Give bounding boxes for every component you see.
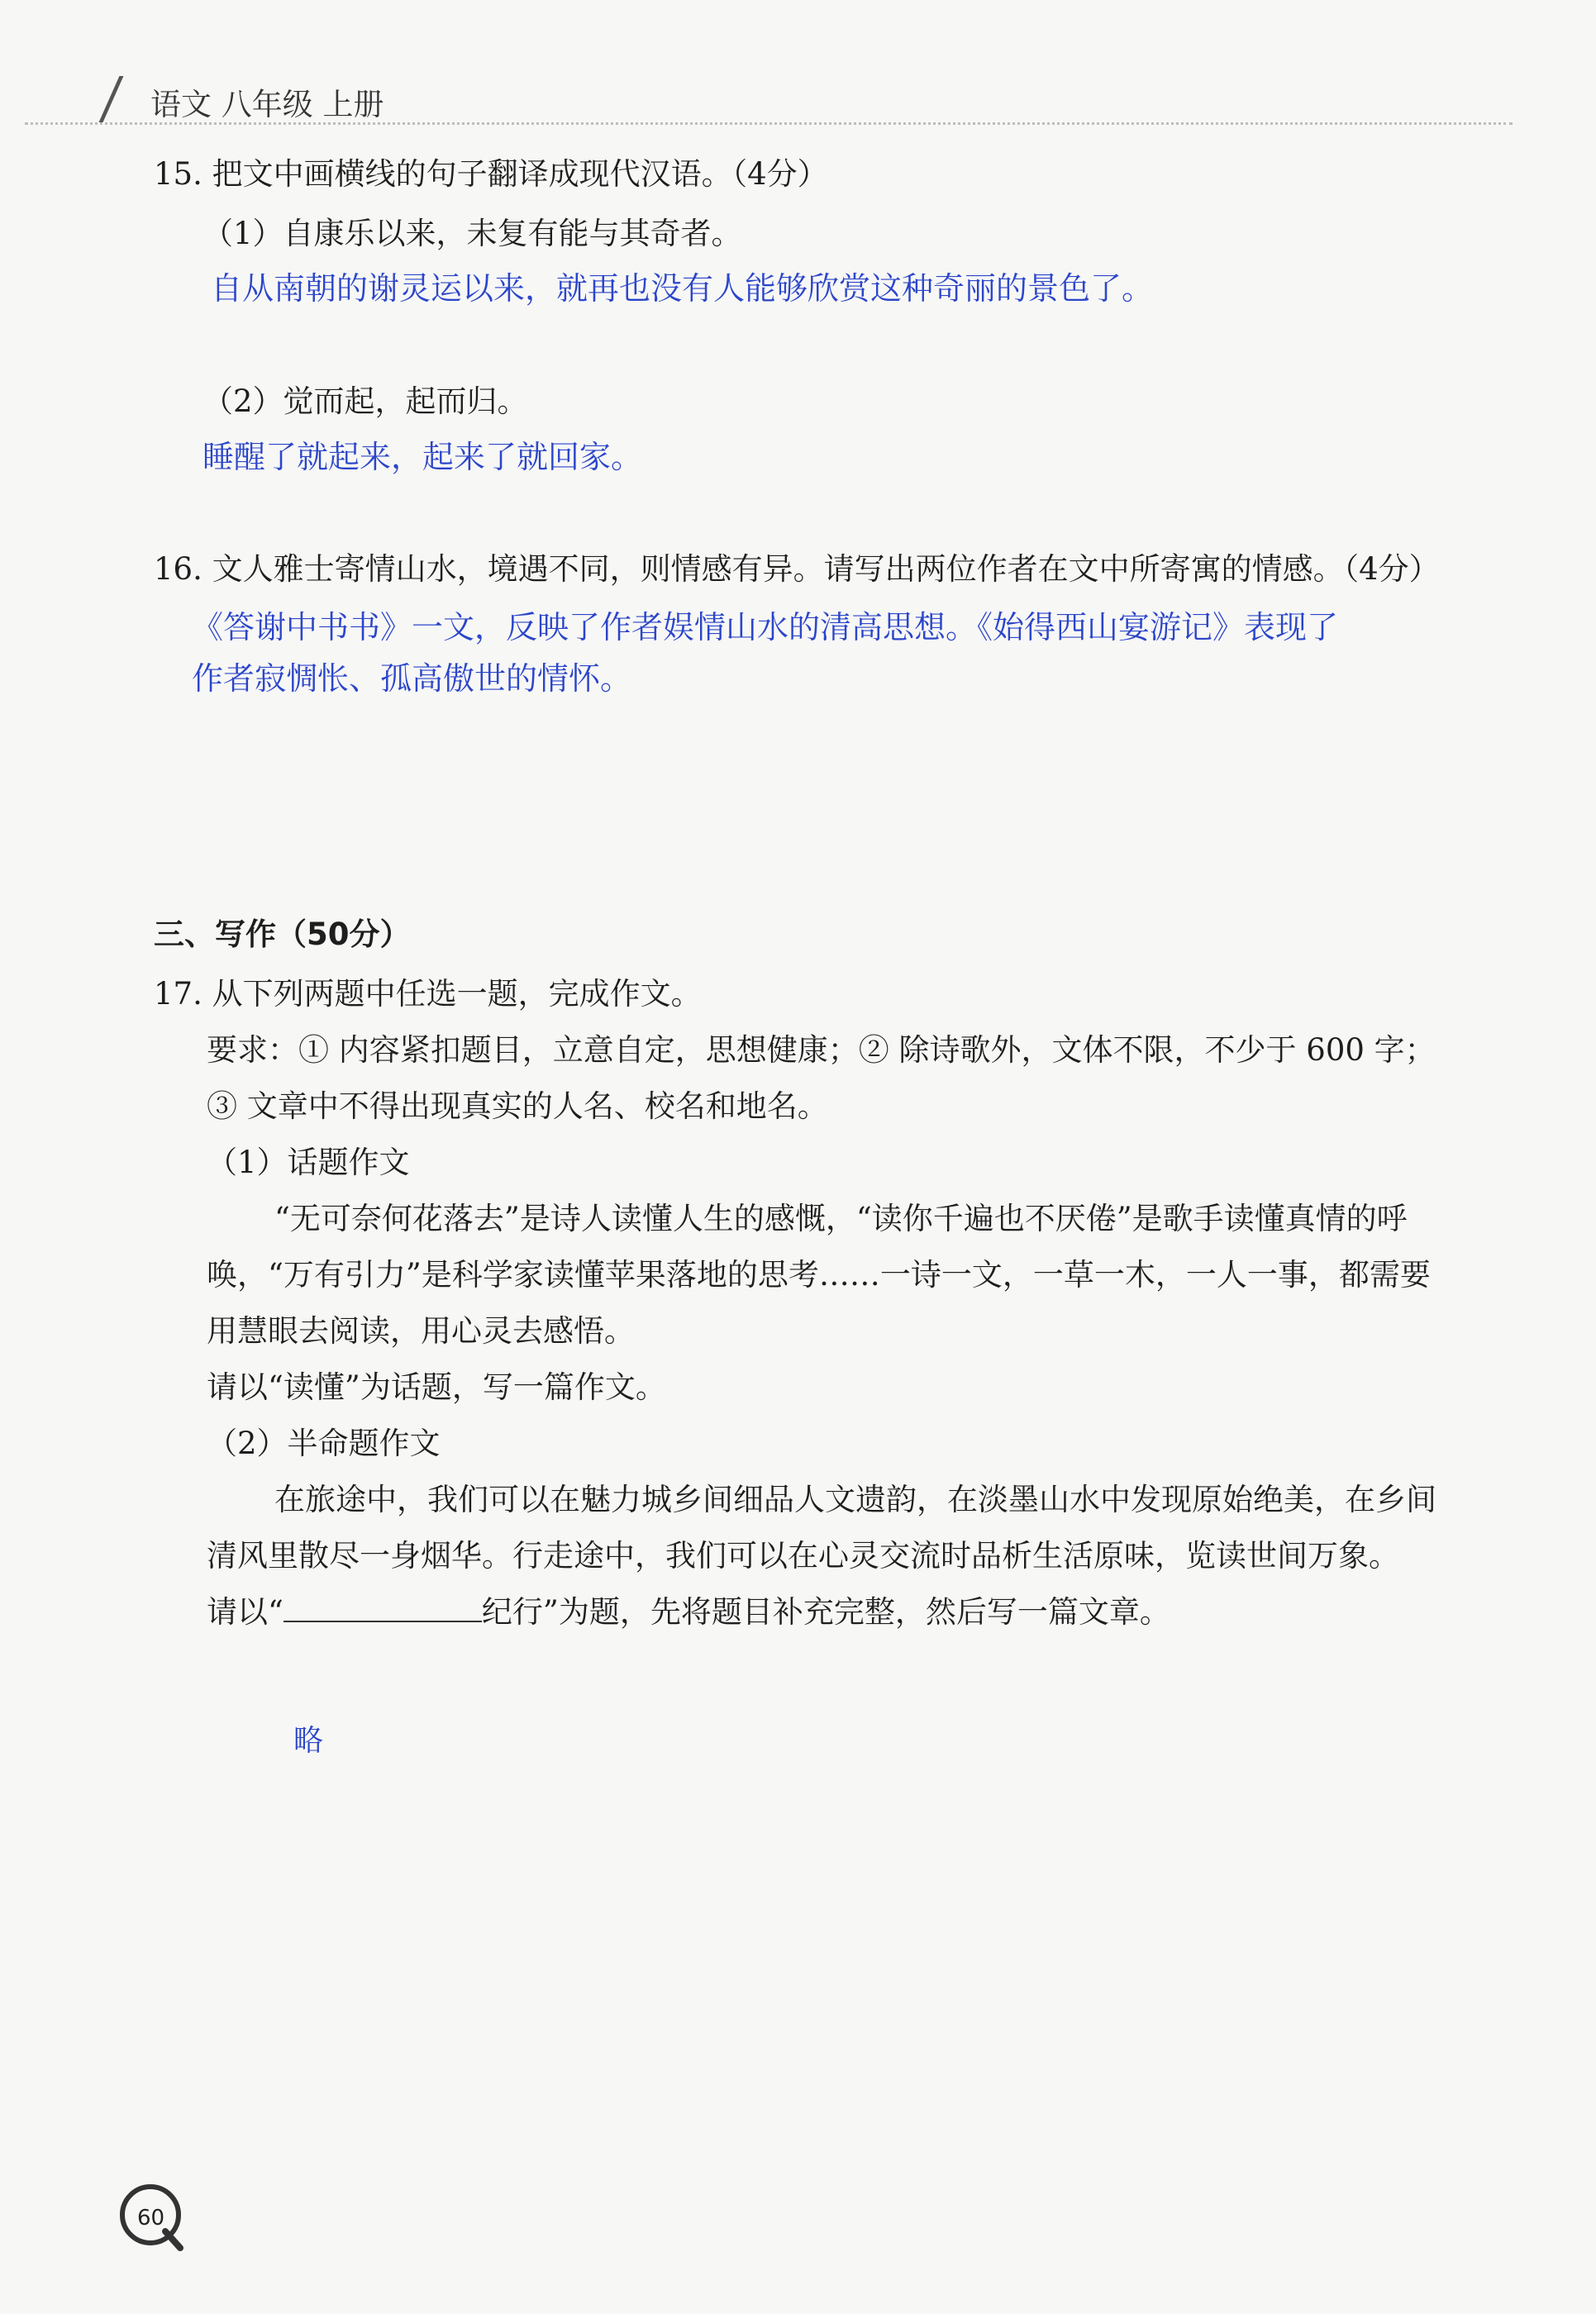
q16-answer-line2: 作者寂惆怅、孤高傲世的情怀。: [192, 660, 632, 697]
q15-item2: （2）觉而起，起而归。: [202, 383, 528, 419]
q17-answer: 略: [293, 1724, 324, 1758]
q17-topic1-line1: “无可奈何花落去”是诗人读懂人生的感慨，“读你千遍也不厌倦”是歌手读懂真情的呼: [274, 1201, 1408, 1236]
q17-topic2-line3-suffix: 纪行”为题，先将题目补充完整，然后写一篇文章。: [481, 1594, 1170, 1630]
q17-topic2-title: （2）半命题作文: [207, 1426, 441, 1461]
q15-answer1: 自从南朝的谢灵运以来，就再也没有人能够欣赏这种奇丽的景色了。: [211, 270, 1154, 307]
title-blank: [283, 1596, 482, 1622]
q17-requirement-line2: ③ 文章中不得出现真实的人名、校名和地名。: [207, 1088, 828, 1124]
q17-topic1-line3: 用慧眼去阅读，用心灵去感悟。: [207, 1313, 635, 1349]
q17-topic2-line1: 在旅途中，我们可以在魅力城乡间细品人文遗韵，在淡墨山水中发现原始绝美，在乡间: [274, 1482, 1436, 1517]
page-number: 60: [137, 2206, 165, 2231]
q17-topic1-line2: 唤，“万有引力”是科学家读懂苹果落地的思考……一诗一文，一草一木，一人一事，都需要: [207, 1257, 1431, 1293]
q17-requirement-line1: 要求：① 内容紧扣题目，立意自定，思想健康；② 除诗歌外，文体不限，不少于 600 字；: [207, 1032, 1436, 1068]
q16-answer-line1: 《答谢中书书》一文，反映了作者娱情山水的清高思想。《始得西山宴游记》表现了: [192, 609, 1339, 645]
book-title: 语文 八年级 上册: [150, 87, 384, 122]
header-divider: [25, 122, 1513, 125]
q17-topic2-line2: 清风里散尽一身烟华。行走途中，我们可以在心灵交流时品析生活原味，览读世间万象。: [207, 1538, 1399, 1574]
q15-prompt: 15. 把文中画横线的句子翻译成现代汉语。（4分）: [154, 156, 828, 192]
q17-topic2-line3: [207, 1587, 1170, 1631]
q16-prompt: 16. 文人雅士寄情山水，境遇不同，则情感有异。请写出两位作者在文中所寄寓的情感。（4分）: [154, 551, 1440, 587]
q15-item1: （1）自康乐以来，未复有能与其奇者。: [202, 216, 742, 251]
q17-prompt: 17. 从下列两题中任选一题，完成作文。: [154, 976, 702, 1012]
q17-topic2-line3-prefix: 请以“: [207, 1594, 283, 1630]
q17-topic1-line4: 请以“读懂”为话题，写一篇作文。: [207, 1369, 666, 1405]
q17-topic1-title: （1）话题作文: [207, 1145, 410, 1180]
q15-answer2: 睡醒了就起来，起来了就回家。: [202, 439, 643, 475]
header-slash-decoration: [99, 76, 124, 122]
section-heading-writing: 三、写作（50分）: [154, 917, 411, 952]
